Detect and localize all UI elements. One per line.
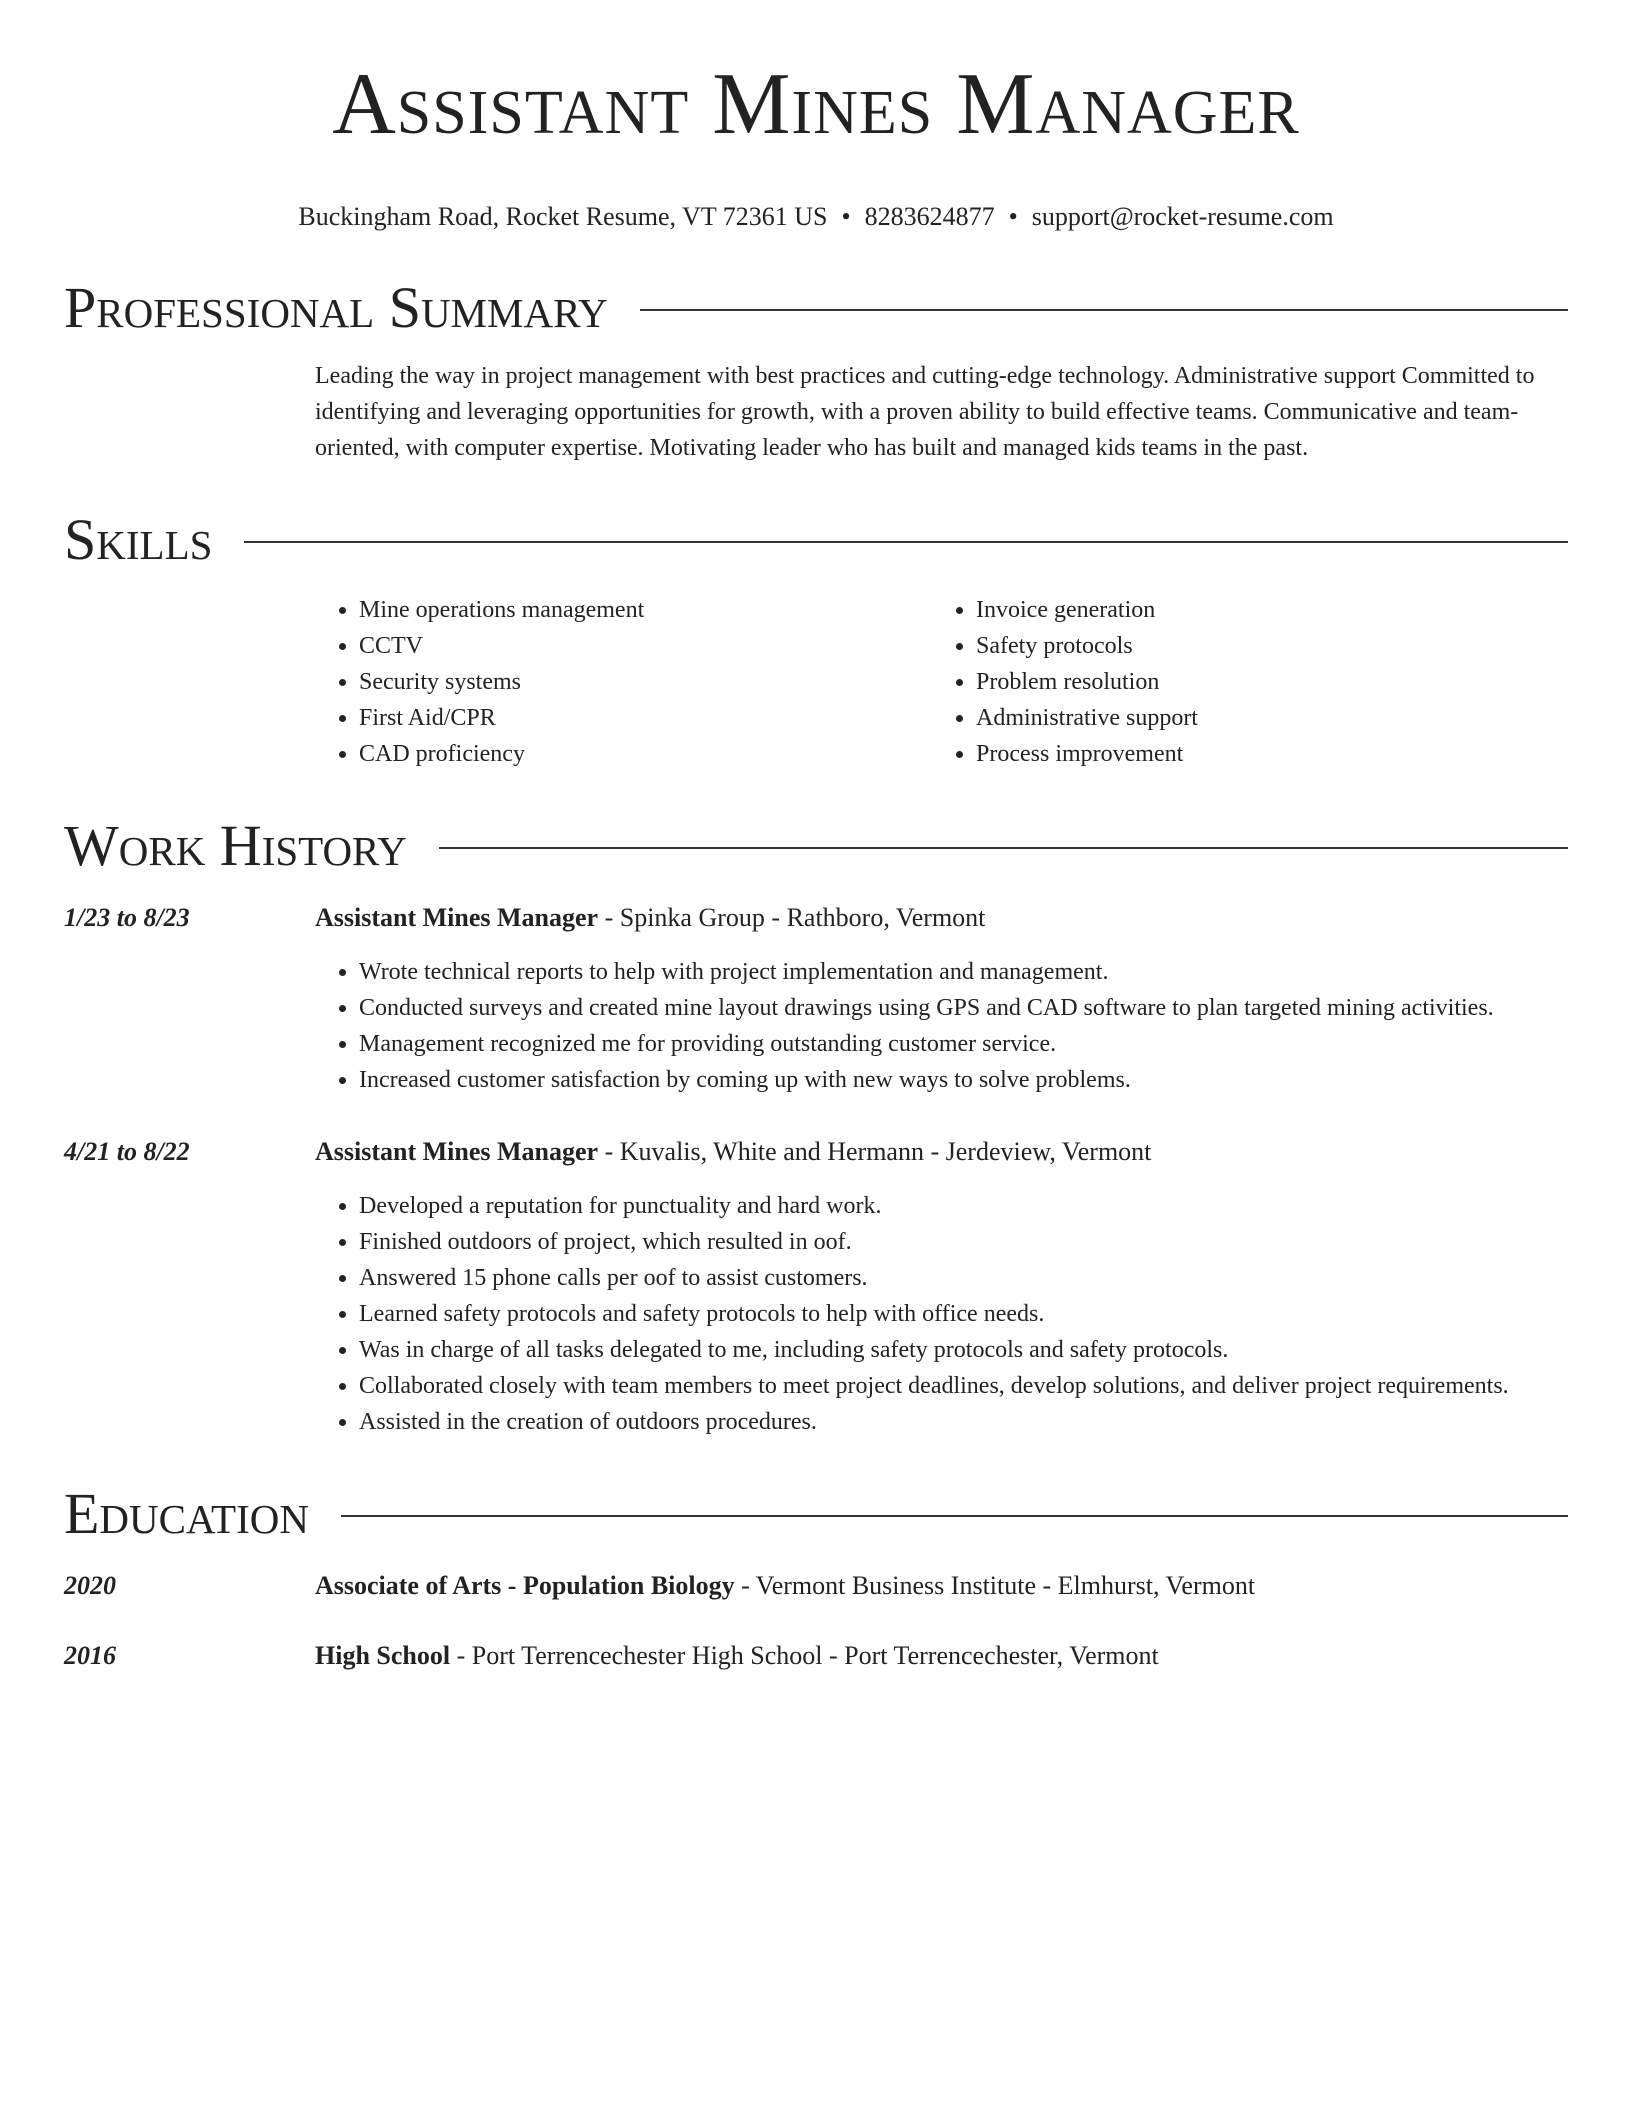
job-employer: - Spinka Group - Rathboro, Vermont bbox=[598, 903, 986, 932]
contact-separator: • bbox=[841, 202, 851, 231]
work-bullet: • Finished outdoors of project, which resulted in oof. bbox=[359, 1224, 1568, 1260]
contact-line bbox=[64, 200, 1568, 234]
work-bullet: • Collaborated closely with team members to meet project deadlines, develop solutions, and deliver project requirements. bbox=[359, 1368, 1568, 1404]
skill-item: • Invoice generation bbox=[976, 592, 1549, 628]
summary-heading: Professional Summary bbox=[64, 275, 608, 340]
skill-item: • Safety protocols bbox=[976, 628, 1549, 664]
work-bullet: • Increased customer satisfaction by coming up with new ways to solve problems. bbox=[359, 1062, 1568, 1098]
work-bullet: • Management recognized me for providing outstanding customer service. bbox=[359, 1026, 1568, 1062]
work-title-line bbox=[315, 900, 1568, 936]
education-degree: High School bbox=[315, 1641, 451, 1670]
education-heading: Education bbox=[64, 1481, 309, 1546]
work-heading: Work History bbox=[64, 813, 407, 878]
education-details bbox=[315, 1568, 1255, 1604]
skill-item: • Problem resolution bbox=[976, 664, 1549, 700]
work-bullet: • Conducted surveys and created mine layout drawings using GPS and CAD software to plan targeted mining activities. bbox=[359, 990, 1568, 1026]
work-entry bbox=[64, 1134, 1568, 1440]
work-bullets bbox=[315, 1188, 1568, 1440]
work-title-line bbox=[315, 1134, 1568, 1170]
contact-phone: 8283624877 bbox=[864, 202, 995, 231]
work-bullet: • Learned safety protocols and safety protocols to help with office needs. bbox=[359, 1296, 1568, 1332]
work-bullets bbox=[315, 954, 1568, 1098]
job-employer: - Kuvalis, White and Hermann - Jerdeview, Vermont bbox=[598, 1137, 1152, 1166]
contact-address: Buckingham Road, Rocket Resume, VT 72361 US bbox=[298, 202, 828, 231]
skill-item: • Security systems bbox=[359, 664, 932, 700]
skill-item: • First Aid/CPR bbox=[359, 700, 932, 736]
education-section-header bbox=[64, 1481, 1568, 1546]
work-entry bbox=[64, 900, 1568, 1098]
skills-column-left bbox=[315, 592, 932, 772]
work-dates: 4/21 to 8/22 bbox=[64, 1137, 190, 1166]
section-divider bbox=[341, 1515, 1568, 1517]
work-bullet: • Was in charge of all tasks delegated to me, including safety protocols and safety protocols. bbox=[359, 1332, 1568, 1368]
education-entry bbox=[64, 1568, 1568, 1604]
contact-email: support@rocket-resume.com bbox=[1031, 202, 1334, 231]
summary-text: Leading the way in project management with best practices and cutting-edge technology. Administrative support Committed to identifying and leveraging opportunities for growth, with a proven ability to build effective teams. Communicative and team-oriented, with computer expertise. Motivating leader who has built and managed kids teams in the past. bbox=[315, 363, 1535, 461]
section-divider bbox=[640, 309, 1568, 311]
job-role: Assistant Mines Manager bbox=[315, 1137, 599, 1166]
skill-item: • CCTV bbox=[359, 628, 932, 664]
education-degree: Associate of Arts - Population Biology bbox=[315, 1571, 735, 1600]
skills-list bbox=[315, 592, 1568, 772]
education-school: - Vermont Business Institute - Elmhurst, Vermont bbox=[734, 1571, 1256, 1600]
job-role: Assistant Mines Manager bbox=[315, 903, 599, 932]
work-bullet: • Answered 15 phone calls per oof to assist customers. bbox=[359, 1260, 1568, 1296]
skill-item: • Mine operations management bbox=[359, 592, 932, 628]
work-bullet: • Wrote technical reports to help with project implementation and management. bbox=[359, 954, 1568, 990]
skills-heading: Skills bbox=[64, 507, 213, 572]
section-divider bbox=[244, 541, 1568, 543]
education-year: 2016 bbox=[64, 1641, 116, 1670]
education-entry bbox=[64, 1638, 1568, 1674]
work-section-header bbox=[64, 813, 1568, 878]
work-details bbox=[315, 1134, 1568, 1440]
resume-name: Assistant Mines Manager bbox=[332, 56, 1300, 153]
work-bullet: • Assisted in the creation of outdoors procedures. bbox=[359, 1404, 1568, 1440]
education-details bbox=[315, 1638, 1159, 1674]
skill-item: • Process improvement bbox=[976, 736, 1549, 772]
skills-column-right bbox=[932, 592, 1549, 772]
section-divider bbox=[439, 847, 1568, 849]
skills-section-header bbox=[64, 507, 1568, 572]
skill-item: • Administrative support bbox=[976, 700, 1549, 736]
contact-separator: • bbox=[1008, 202, 1018, 231]
summary-section-header bbox=[64, 275, 1568, 340]
work-dates: 1/23 to 8/23 bbox=[64, 903, 190, 932]
work-details bbox=[315, 900, 1568, 1098]
education-year: 2020 bbox=[64, 1571, 116, 1600]
work-bullet: • Developed a reputation for punctuality and hard work. bbox=[359, 1188, 1568, 1224]
education-school: - Port Terrencechester High School - Port Terrencechester, Vermont bbox=[450, 1641, 1159, 1670]
resume-page bbox=[64, 0, 1568, 1674]
skill-item: • CAD proficiency bbox=[359, 736, 932, 772]
